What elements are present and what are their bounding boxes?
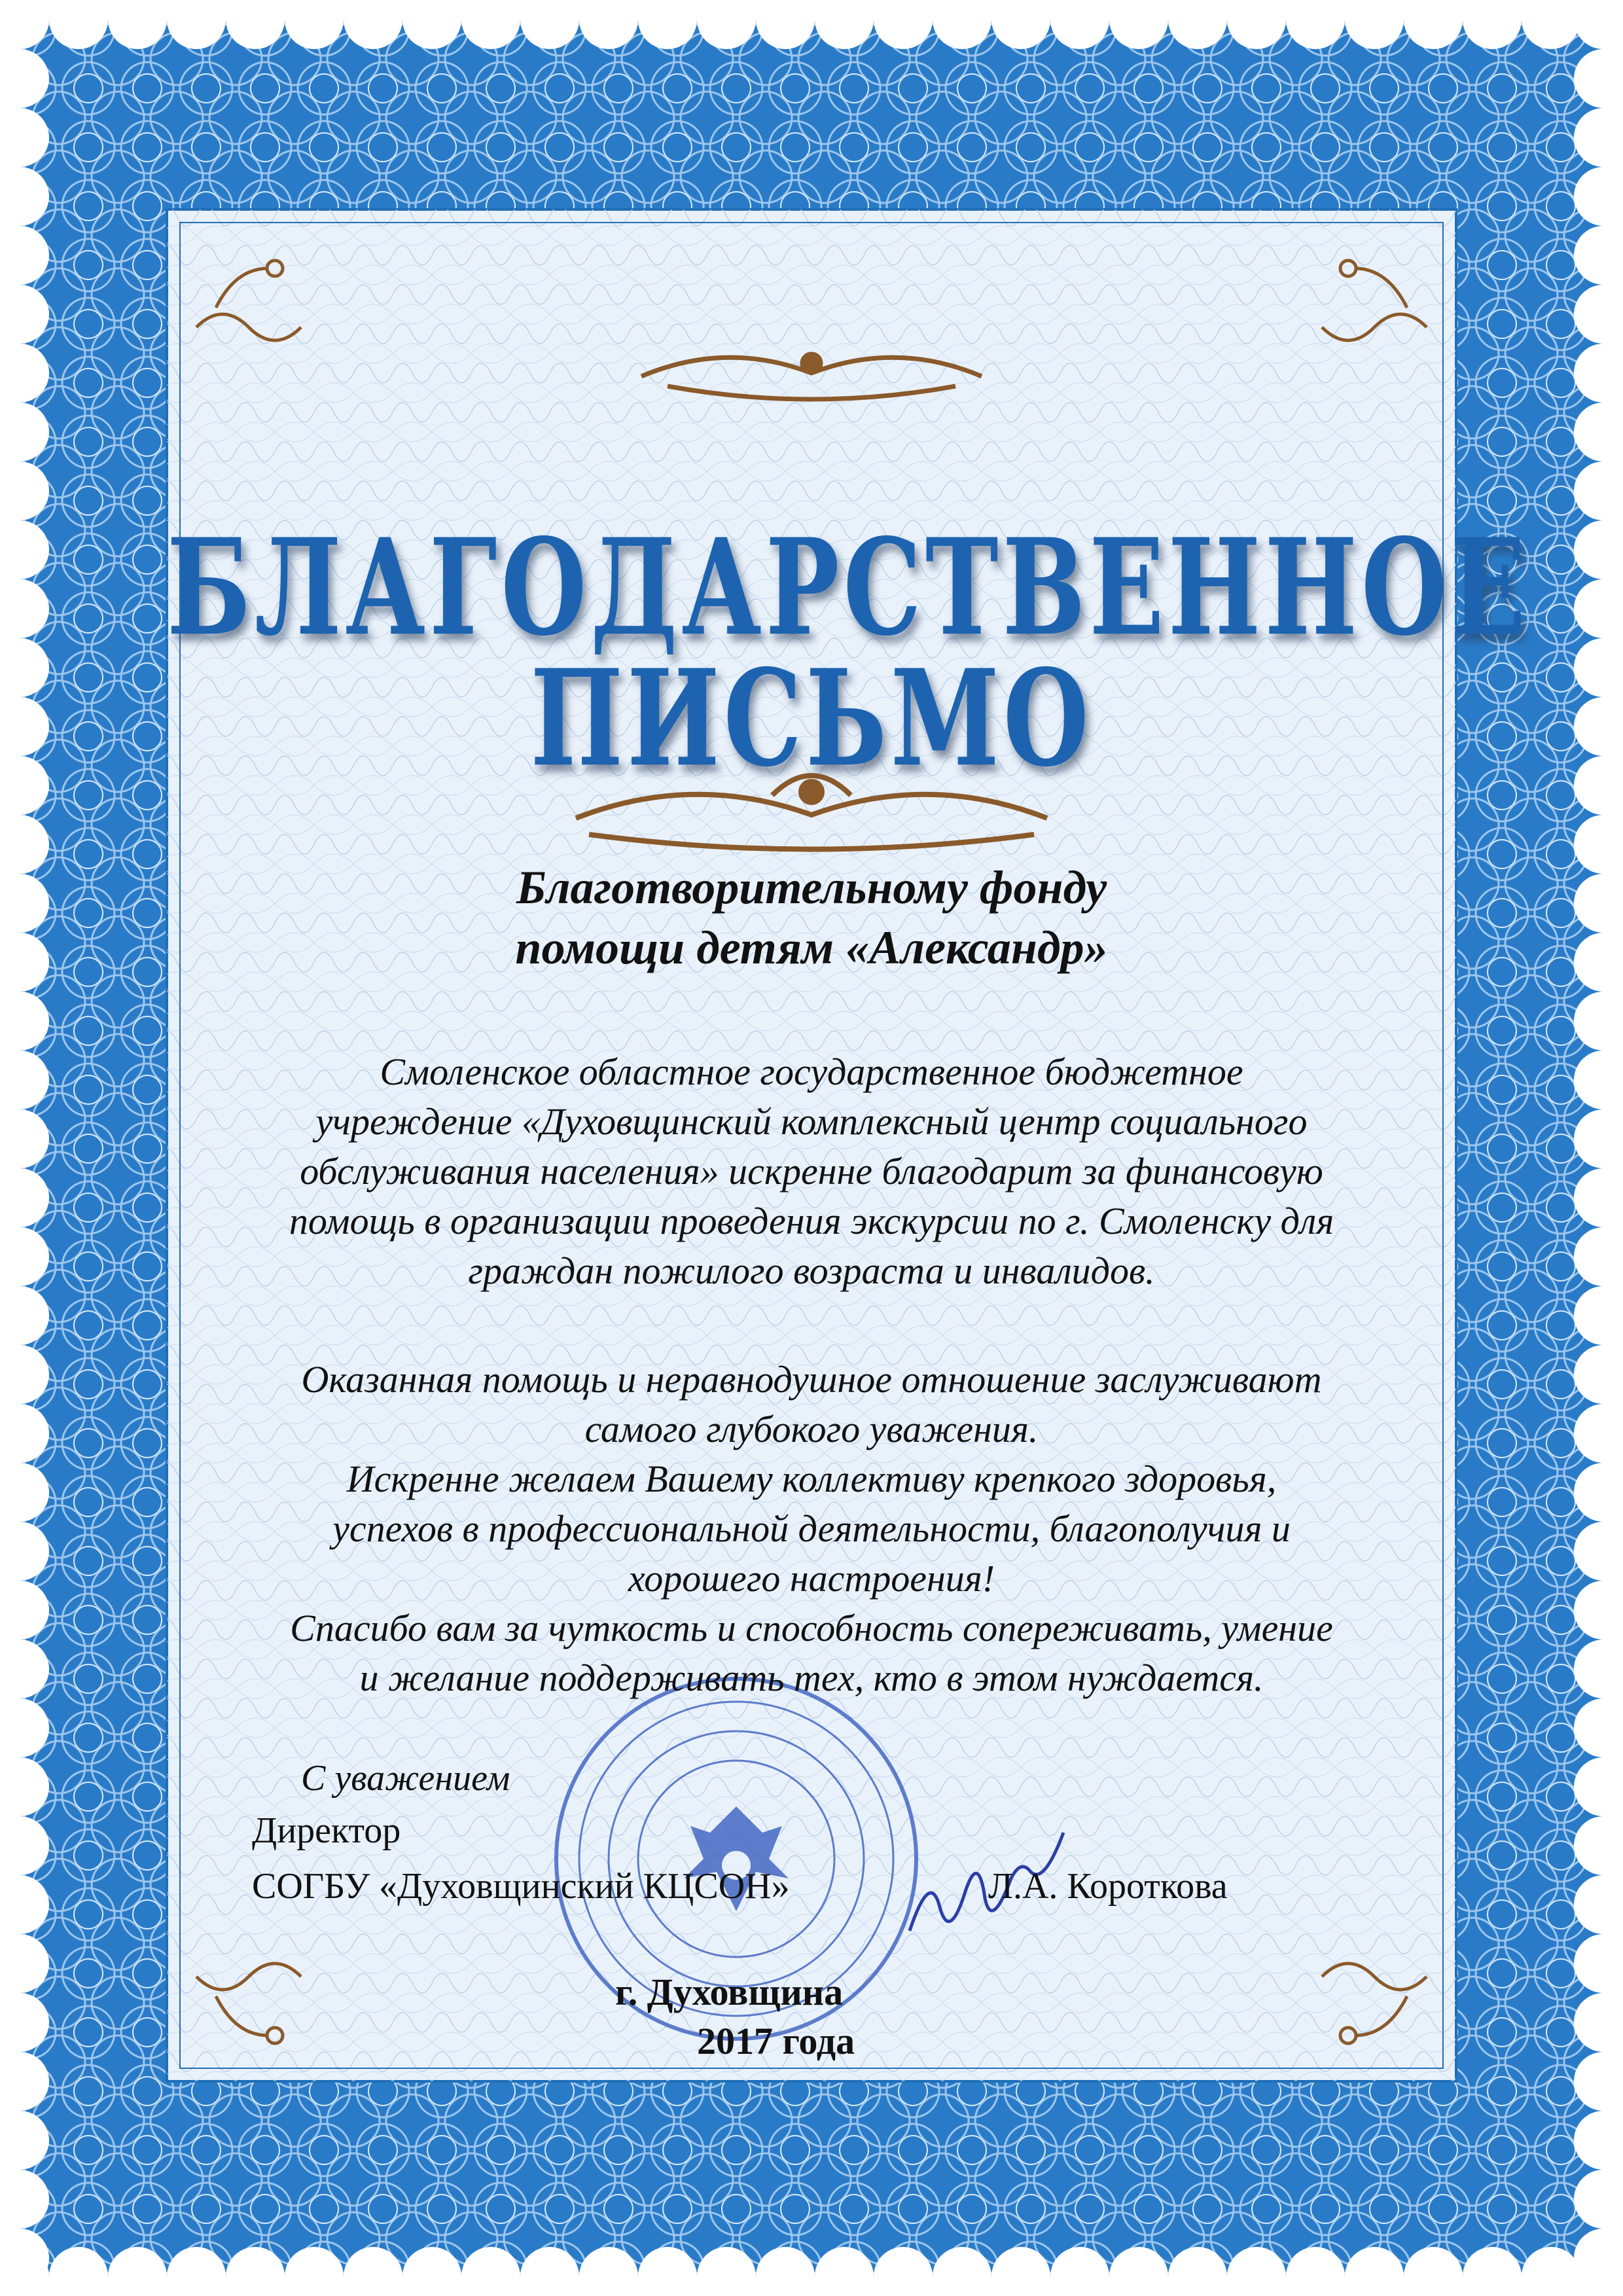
signature-name: Л.А. Короткова: [988, 1866, 1228, 1907]
text-line: Оказанная помощь и неравнодушное отношение заслуживают: [301, 1358, 1322, 1401]
place-text: г. Духовщина: [615, 1971, 844, 2013]
recipient-line-1: Благотворительному фонду: [516, 861, 1107, 914]
recipient-line-2: помощи детям «Александр»: [515, 922, 1108, 974]
text-line: граждан пожилого возраста и инвалидов.: [468, 1249, 1155, 1292]
title-line-1: БЛАГОДАРСТВЕННОЕ: [167, 510, 1530, 666]
title-line-2: ПИСЬМО: [530, 641, 1093, 797]
signature-organization: СОГБУ «Духовщинский КЦСОН»: [252, 1866, 790, 1907]
text-line: самого глубокого уважения.: [584, 1408, 1039, 1450]
year-text: 2017 года: [697, 2020, 855, 2062]
text-line: учреждение «Духовщинский комплексный центр социального: [315, 1100, 1308, 1143]
text-line: и желание поддерживать тех, кто в этом нуждается.: [359, 1657, 1264, 1699]
text-line: Искренне желаем Вашему коллективу крепкого здоровья,: [346, 1458, 1277, 1500]
text-line: хорошего настроения!: [628, 1557, 995, 1600]
text-line: обслуживания населения» искренне благодарит за финансовую: [300, 1150, 1323, 1193]
paragraph-1: [216, 1047, 1407, 1296]
signature-regards: С уважением: [301, 1758, 510, 1799]
signature-position: Директор: [252, 1810, 401, 1851]
paragraph-2: [216, 1355, 1407, 1703]
text-line: помощь в организации проведения экскурсии по г. Смоленску для: [289, 1200, 1334, 1242]
text-line: Смоленское областное государственное бюджетное: [380, 1050, 1243, 1093]
text-line: успехов в профессиональной деятельности, благополучия и: [332, 1507, 1291, 1550]
text-line: Спасибо вам за чуткость и способность сопереживать, умение: [290, 1607, 1333, 1649]
